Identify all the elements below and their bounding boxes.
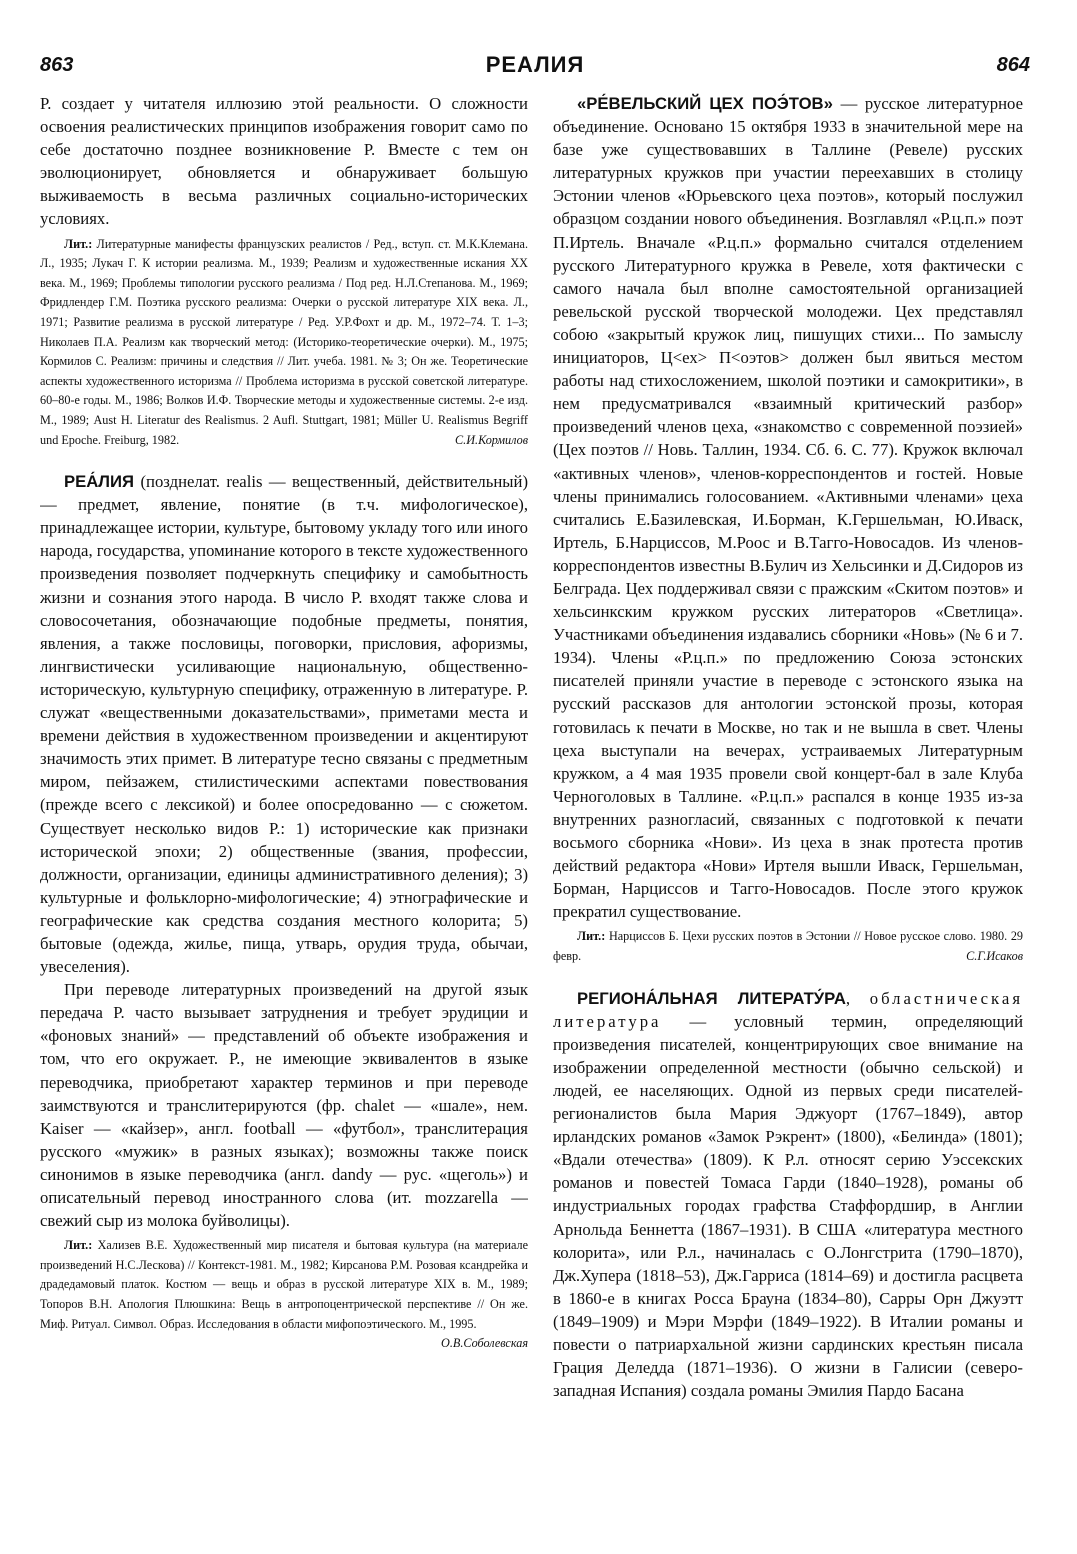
definition-text: (позднелат. realis — вещественный, действительный) — предмет, явление, понятие (в т.ч. мифологическое), принадлежащее истории, культуре, бытовому укладу того или иного народа, государства, упоминание которого в тексте художественного произведения позволяет подчеркнуть специфику и самобытность жизни и сознания этого народа. В число Р. входят также слова и словосочетания, обозначающие подобные предметы, понятия, явления, а также пословицы, поговорки, присловия, афоризмы, лингвистически усиливающие национальную, общественно-историческую, культурную специфику, отраженную в литературе. Р. служат «вещественными доказательствами», приметами места и времени действия в художественном произведении и акцентируют значимость этих примет. В литературе тесно связаны с предметным миром, пейзажем, стилистическими аспектами повествования (прежде всего с лексикой) и более опосредованно — с сюжетом. Существует несколько видов Р.: 1) исторические как признаки исторической эпохи; 2) общественные (звания, профессии, должности, организации, единицы административного деления); 3) культурные и фольклорно-мифологические; 4) этнографические и географические как средства создания местного колорита; 5) бытовые (одежда, жилье, пища, утварь, орудия труда, обычаи, увеселения).	[40, 472, 528, 977]
entry-text: — условный термин, определяющий произведения писателей, концентрирующих свое внимание на изображении определенной местности (обычно сельской) и людей, ее населяющих. Одной из первых среди писателей-регионалистов была Мария Эджуорт (1767–1849), автор ирландских романов «Замок Рэкрент» (1800), «Белинда» (1801); «Вдали отечества» (1809). К Р.л. относят серию Уэссекских романов и повестей Томаса Гарди (1840–1928), романы об индустриальных городах графства Стаффордшир, в Англии Арнольда Беннетта (1867–1931). В США «литература местного колорита», или Р.л., начиналась с О.Лонгстрита (1790–1870), Дж.Хупера (1818–53), Дж.Гарриса (1814–69) и достигла расцвета в 1860-е в книгах Росса Брауна (1834–80), Сарры Орн Джуэтт (1849–1909) и Мэри Мэрфи (1849–1922). В Италии романы и повести о патриархальной жизни сардинских крестьян писала Грация Деледда (1871–1936). О жизни в Галисии (северо-западная Испания) создала романы Эмилия Пардо Басана	[553, 1011, 1023, 1401]
bibliography-text: Нарциссов Б. Цехи русских поэтов в Эстонии // Новое русское слово. 1980. 29 февр.	[553, 929, 1023, 963]
author-signature: С.И.Кормилов	[455, 432, 528, 447]
entry-separator	[553, 967, 1023, 987]
author-signature: О.В.Соболевская	[441, 1336, 528, 1351]
headword-revel-guild: «РЕ́ВЕЛЬСКИЙ ЦЕХ ПОЭ́ТОВ»	[577, 94, 833, 113]
bibliography-revel	[553, 927, 1023, 966]
entry-revel-guild	[553, 92, 1023, 923]
entry-regional-literature: РЕГИОНА́ЛЬНАЯ ЛИТЕРАТУ́РА, областническая литература — условный термин, определяющий произведения писателей, концентрирующих свое внимание на изображении определенной местности (обычно сельской) и людей, ее населяющих. Одной из первых среди писателей-регионалистов была Мария Эджуорт (1767–1849), автор ирландских романов «Замок Рэкрент» (1800), «Белинда» (1801); «Вдали отечества» (1809). К Р.л. относят серию Уэссекских романов и повестей Томаса Гарди (1840–1928), романы об индустриальных городах графства Стаффордшир, в Англии Арнольда Беннетта (1867–1931). В США «литература местного колорита», или Р.л., начиналась с О.Лонгстрита (1790–1870), Дж.Хупера (1818–53), Дж.Гарриса (1814–69) и достигла расцвета в 1860-е в книгах Росса Брауна (1834–80), Сарры Орн Джуэтт (1849–1909) и Мэри Мэрфи (1849–1922). В Италии романы и повести о патриархальной жизни сардинских крестьян писала Грация Деледда (1871–1936). О жизни в Галисии (северо-западная Испания) создала романы Эмилия Пардо Басана	[553, 988, 1023, 1401]
bibliography-label: Лит.:	[577, 929, 606, 944]
bibliography-realia	[40, 1236, 528, 1351]
continued-paragraph: Р. создает у читателя иллюзию этой реальности. О сложности освоения реалистических принципов изображения говорит само по себе достаточно позднее возникновение Р. Вместе с тем он эволюционирует, обновляется и обнаруживает большую выживаемость в весьма различных социально-исторических условиях.	[40, 94, 528, 229]
alternate-term: областническая литература	[553, 988, 1023, 1031]
page-header	[40, 54, 1030, 88]
bibliography-text: Литературные манифесты французских реалистов / Ред., вступ. ст. М.К.Клемана. Л., 1935; Лукач Г. К истории реализма. М., 1939; Реализм и художественные искания XX века. М., 1969; Проблемы типологии русского реализма / Под ред. Н.Л.Степанова. М., 1969; Фридлендер Г.М. Поэтика русского реализма: Очерки о русской литературе XIX века. Л., 1971; Развитие реализма в русской литературе / Ред. У.Р.Фохт и др. М., 1972–74. Т. 1–3; Николаев П.А. Реализм как творческий метод: (Историко-теоретические очерки). М., 1975; Кормилов С. Реализм: причины и следствия // Лит. учеба. 1981. № 3; Он же. Теоретические аспекты художественного историзма // Проблема историзма в русской советской литературе. 60–80-е годы. М., 1986; Волков И.Ф. Творческие методы и художественные системы. 2-е изд. М., 1989; Aust H. Literatur des Realismus. 2 Aufl. Stuttgart, 1981; Müller U. Realismus Begriff und Epoche. Freiburg, 1982.	[40, 236, 528, 447]
page-number-left: 863	[40, 54, 74, 76]
bibliography-text: Хализев В.Е. Художественный мир писателя и бытовая культура (на материале произведений Н.С.Лескова) // Контекст-1981. М., 1982; Кирсанова Р.М. Розовая ксандрейка и драдедамовый платок. Костюм — вещь и образ в русской литературе XIX в. М., 1989; Топоров В.Н. Апология Плюшкина: Вещь в антропоцентрической перспективе // Он же. Миф. Ритуал. Символ. Образ. Исследования в области мифопоэтического. М., 1995.	[40, 1238, 528, 1331]
left-column	[40, 92, 528, 1532]
author-signature: С.Г.Исаков	[966, 948, 1023, 963]
translation-paragraph: При переводе литературных произведений на другой язык передача Р. часто вызывает затруднения и требует эрудиции и «фоновых знаний» — представлений об объекте изображения и том, что его окружает. Р., не имеющие эквивалентов в языке переводчика, приобретают характер терминов и при переводе заимствуются и транслитерируются (фр. chalet — «шале», нем. Kaiser — «кайзер», англ. football — «футбол», транслитерация русского «мужик» в разных языках); возможны также поиск синонимов в языке переводчика (англ. dandy — рус. «щеголь») и описательный перевод иностранного слова (ит. mozzarella — свежий сыр из молока буйволицы).	[40, 980, 528, 1231]
headword-realia: РЕА́ЛИЯ	[64, 472, 135, 492]
bibliography-label: Лит.:	[64, 236, 93, 251]
headword-regional-literature: РЕГИОНА́ЛЬНАЯ ЛИТЕРАТУ́РА	[577, 988, 846, 1008]
bibliography-realism	[40, 235, 528, 451]
bibliography-label: Лит.:	[64, 1238, 93, 1253]
entry-text: — русское литературное объединение. Основано 15 октября 1933 в значительной мере на базе уже существовавших в Таллине (Ревеле) русских литературных кружков при участии переехавших в столицу Эстонии членов «Юрьевского цеха поэтов», который послужил образцом создании нового объединения. Возглавлял «Р.ц.п.» поэт П.Иртель. Вначале «Р.ц.п.» формально считался отделением русского Литературного кружка в Ревеле, хотя фактически с самого начала был вполне самостоятельной организацией ревельской русской творческой молодежи. Цех представлял собою «закрытый кружок лиц, пишущих стихи... По замыслу инициаторов, Ц<ех> П<оэтов> должен был явиться местом работы над стихосложением, школой поэтики и самокритики», в нем предусматривался «взаимный критический разбор» произведений членов цеха, «знакомство с современной поэзией» (Цех поэтов // Новь. Таллин, 1934. Сб. 6. С. 77). Кружок включал «активных членов», членов-корреспондентов и гостей. Новые члены принимались голосованием. «Активными членами» цеха считались Е.Базилевская, И.Борман, К.Гершельман, Ю.Иваск, Иртель, Б.Нарциссов, М.Роос и В.Тагго-Новосадов. Из членов-корреспондентов известны В.Булич из Хельсинки и Д.Сидоров из Белграда. Цех поддерживал связи с пражским «Скитом поэтов» и хельсинкским кружком русских литераторов «Светлица». Участниками объединения издавались сборники «Новь» (№ 6 и 7. 1934). Члены «Р.ц.п.» по предложению Союза эстонских писателей приняли участие в переводе с эстонского языка на русский рассказов для антологии эстонской прозы, которая готовилась к печати в Москве, но так и не вышла в свет. Члены цеха выступали на вечерах, устраиваемых Литературным кружком, а 4 мая 1935 провели свой концерт-бал в зале Клуба Черноголовых в Таллине. «Р.ц.п.» распался в конце 1935 из-за внутренних разногласий, связанных с подготовкой к печати восьмого сборника «Нови». Из цеха в знак протеста против действий редактора «Нови» Иртеля вышли Иваск, Гершельман, Борман, Нарциссов и Тагго-Новосадов. После этого кружок прекратил существование.	[553, 94, 1023, 922]
entry-realia	[40, 470, 528, 978]
right-column	[553, 92, 1023, 1532]
running-title: РЕАЛИЯ	[485, 52, 585, 77]
page-number-right: 864	[996, 54, 1030, 76]
entry-separator	[40, 450, 528, 470]
